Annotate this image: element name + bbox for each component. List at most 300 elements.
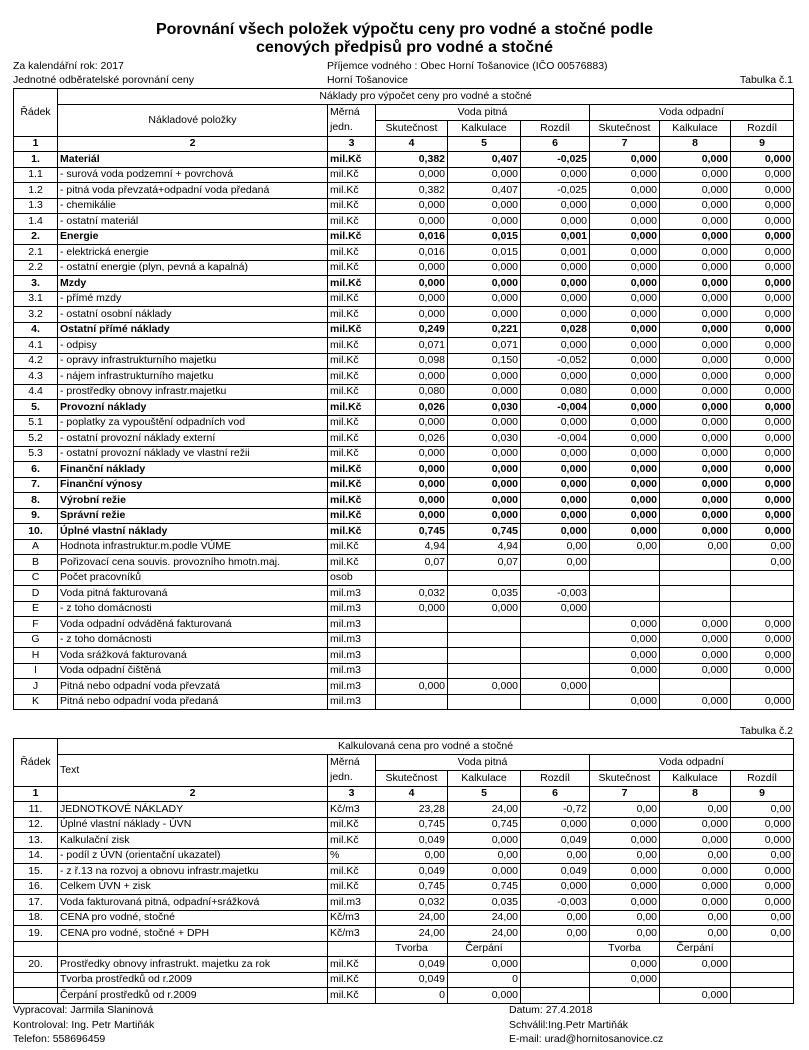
value-odpadni-kalkulace [660,570,731,586]
row-number: 11. [14,802,58,818]
table-row [14,431,794,447]
row-label: - přímé mzdy [58,291,328,307]
value-odpadni-rozdil: 0,000 [731,508,794,524]
row-number: G [14,632,58,648]
group-header-odpadni: Voda odpadní [590,754,794,770]
value-pitna-rozdil: 0,000 [521,462,590,478]
row-unit: mil.Kč [328,415,376,431]
recipient: Příjemce vodného : Obec Horní Tošanovice (IČO 00576883) [327,60,608,72]
row-number: 18. [14,910,58,926]
value-odpadni-rozdil: 0,000 [731,307,794,323]
value-odpadni-rozdil: 0,000 [731,895,794,911]
row-label: Správní režie [58,508,328,524]
value-pitna-skutecnost: 0,032 [376,895,448,911]
value-odpadni-rozdil [731,957,794,973]
value-pitna-kalkulace: 0,000 [448,508,521,524]
text-header: Text [58,754,328,786]
row-label: Voda srážková fakturovaná [58,648,328,664]
row-unit: mil.Kč [328,291,376,307]
row-unit: mil.Kč [328,864,376,880]
row-label: Finanční výnosy [58,477,328,493]
row-unit: % [328,848,376,864]
row-number: 2.1 [14,245,58,261]
value-pitna-skutecnost: 0,000 [376,415,448,431]
row-label: - poplatky za vypouštění odpadních vod [58,415,328,431]
table-row-group [14,493,794,509]
row-label: Mzdy [58,276,328,292]
value-odpadni-skutecnost: 0,000 [590,817,660,833]
value-odpadni-kalkulace: 0,000 [660,632,731,648]
value-odpadni-rozdil: 0,000 [731,415,794,431]
row-label: CENA pro vodné, stočné [58,910,328,926]
table-row [14,679,794,695]
value-pitna-rozdil: 0,00 [521,539,590,555]
value-odpadni-skutecnost: 0,000 [590,291,660,307]
value-pitna-kalkulace: 0,221 [448,322,521,338]
subheader-odpadni-skutecnost: Skutečnost [590,770,660,786]
value-pitna-kalkulace: 0,407 [448,183,521,199]
row-unit: mil.Kč [328,972,376,988]
value-odpadni-skutecnost: 0,000 [590,183,660,199]
value-pitna-kalkulace: 0,000 [448,214,521,230]
value-odpadni-kalkulace: 0,000 [660,957,731,973]
value-odpadni-skutecnost: 0,000 [590,431,660,447]
value-pitna-rozdil: 0,00 [521,910,590,926]
value-odpadni-kalkulace: 0,000 [660,462,731,478]
row-label: Prostředky obnovy infrastrukt. majetku za rok [58,957,328,973]
value-pitna-kalkulace: 0,000 [448,369,521,385]
value-pitna-skutecnost: 0,745 [376,879,448,895]
value-odpadni-rozdil: 0,000 [731,864,794,880]
row-label: - opravy infrastrukturního majetku [58,353,328,369]
value-odpadni-skutecnost [590,555,660,571]
table-row [14,183,794,199]
table-row [14,972,794,988]
calendar-year: Za kalendářní rok: 2017 [13,60,124,72]
row-label: Voda fakturovaná pitná, odpadní+srážková [58,895,328,911]
column-number: 4 [376,786,448,802]
value-pitna-kalkulace: Čerpání [448,941,521,957]
row-label: JEDNOTKOVÉ NÁKLADY [58,802,328,818]
subheader-pitna-rozdil: Rozdíl [521,770,590,786]
table-row [14,632,794,648]
table-row [14,245,794,261]
table-row [14,663,794,679]
row-number: 2. [14,229,58,245]
value-odpadni-rozdil [731,972,794,988]
row-label: Voda pitná fakturovaná [58,586,328,602]
row-unit: mil.Kč [328,817,376,833]
value-pitna-rozdil [521,663,590,679]
row-number [14,941,58,957]
row-number: 4.3 [14,369,58,385]
value-odpadni-skutecnost: 0,00 [590,802,660,818]
value-odpadni-skutecnost: 0,000 [590,384,660,400]
value-odpadni-skutecnost: 0,00 [590,926,660,942]
row-label: Energie [58,229,328,245]
value-odpadni-rozdil: 0,000 [731,369,794,385]
value-odpadni-kalkulace: 0,000 [660,477,731,493]
row-label: Tvorba prostředků od r.2009 [58,972,328,988]
email: E-mail: urad@hornitosanovice.cz [509,1033,664,1045]
value-pitna-rozdil: 0,000 [521,415,590,431]
value-pitna-rozdil: -0,003 [521,895,590,911]
value-odpadni-skutecnost: 0,000 [590,694,660,710]
table-row [14,848,794,864]
row-unit: mil.Kč [328,446,376,462]
value-odpadni-skutecnost: 0,000 [590,663,660,679]
value-odpadni-rozdil: 0,000 [731,694,794,710]
value-pitna-rozdil: 0,000 [521,601,590,617]
value-pitna-rozdil: -0,72 [521,802,590,818]
value-odpadni-skutecnost: 0,000 [590,524,660,540]
value-pitna-kalkulace: 0,07 [448,555,521,571]
row-number: 1. [14,152,58,168]
value-odpadni-rozdil: 0,000 [731,477,794,493]
row-number: C [14,570,58,586]
value-pitna-rozdil: 0,000 [521,214,590,230]
comparison-type: Jednotné odběratelské porovnání ceny [13,74,194,86]
value-pitna-skutecnost: 0,049 [376,864,448,880]
row-number: 13. [14,833,58,849]
row-unit: mil.Kč [328,462,376,478]
footer [13,1003,793,1047]
value-pitna-rozdil: 0,049 [521,864,590,880]
value-pitna-kalkulace: 0,035 [448,895,521,911]
value-pitna-rozdil [521,972,590,988]
value-pitna-kalkulace [448,648,521,664]
row-number: 5.3 [14,446,58,462]
row-number: 1.1 [14,167,58,183]
value-odpadni-kalkulace: 0,000 [660,276,731,292]
value-pitna-skutecnost [376,648,448,664]
value-odpadni-kalkulace: 0,000 [660,431,731,447]
value-pitna-rozdil: -0,025 [521,183,590,199]
value-odpadni-skutecnost: 0,000 [590,353,660,369]
row-unit: mil.Kč [328,555,376,571]
value-odpadni-skutecnost: 0,000 [590,864,660,880]
value-odpadni-skutecnost [590,988,660,1004]
table-row-group [14,152,794,168]
value-pitna-rozdil: 0,000 [521,493,590,509]
value-pitna-skutecnost: 0 [376,988,448,1004]
value-pitna-skutecnost: 0,07 [376,555,448,571]
row-number: H [14,648,58,664]
row-label: - elektrická energie [58,245,328,261]
page-title [0,21,809,57]
value-odpadni-skutecnost: 0,000 [590,648,660,664]
date: Datum: 27.4.2018 [509,1004,593,1016]
value-pitna-kalkulace: 0,000 [448,493,521,509]
value-pitna-kalkulace: 0 [448,972,521,988]
row-label: Finanční náklady [58,462,328,478]
column-number: 5 [448,136,521,152]
value-odpadni-kalkulace: 0,000 [660,817,731,833]
value-odpadni-kalkulace: 0,000 [660,384,731,400]
unit-header [328,754,376,786]
value-pitna-rozdil: -0,003 [521,586,590,602]
value-pitna-kalkulace: 0,745 [448,817,521,833]
value-pitna-skutecnost: 0,745 [376,524,448,540]
value-pitna-kalkulace: 0,000 [448,601,521,617]
row-number: 2.2 [14,260,58,276]
page-title-line-2: cenových předpisů pro vodné a stočné [256,39,553,56]
prepared-by: Vypracoval: Jarmila Slaninová [13,1004,154,1016]
value-pitna-kalkulace: 0,000 [448,446,521,462]
value-pitna-skutecnost: 0,016 [376,229,448,245]
row-unit: mil.Kč [328,400,376,416]
footer-left [13,1003,154,1047]
value-odpadni-kalkulace: 0,000 [660,400,731,416]
subheader-pitna-kalkulace: Kalkulace [448,120,521,136]
value-odpadni-skutecnost: 0,000 [590,214,660,230]
value-pitna-skutecnost: 0,000 [376,601,448,617]
row-label: - prostředky obnovy infrastr.majetku [58,384,328,400]
value-pitna-kalkulace: 0,035 [448,586,521,602]
table-caption: Kalkulovaná cena pro vodné a stočné [58,739,794,755]
subheader-odpadni-rozdil: Rozdíl [731,770,794,786]
row-number: J [14,679,58,695]
row-label: - ostatní energie (plyn, pevná a kapalná) [58,260,328,276]
value-odpadni-rozdil: 0,000 [731,229,794,245]
column-number: 7 [590,136,660,152]
row-label: - chemikálie [58,198,328,214]
table-row [14,926,794,942]
table-row [14,555,794,571]
table-row [14,291,794,307]
row-unit: mil.m3 [328,601,376,617]
row-unit: mil.Kč [328,322,376,338]
value-pitna-kalkulace: 0,000 [448,260,521,276]
value-odpadni-rozdil: 0,000 [731,493,794,509]
row-number: 10. [14,524,58,540]
value-pitna-rozdil: 0,000 [521,307,590,323]
value-pitna-kalkulace [448,570,521,586]
value-odpadni-skutecnost: 0,00 [590,539,660,555]
value-odpadni-skutecnost: 0,000 [590,632,660,648]
value-pitna-rozdil: -0,004 [521,431,590,447]
row-label: Voda odpadní odváděná fakturovaná [58,617,328,633]
value-pitna-rozdil: 0,000 [521,198,590,214]
value-pitna-rozdil: 0,00 [521,555,590,571]
table-row [14,879,794,895]
value-odpadni-skutecnost: 0,000 [590,957,660,973]
value-pitna-rozdil: 0,00 [521,926,590,942]
value-odpadni-skutecnost: 0,000 [590,198,660,214]
value-pitna-rozdil [521,570,590,586]
value-odpadni-skutecnost: 0,000 [590,462,660,478]
row-unit: mil.Kč [328,524,376,540]
value-odpadni-kalkulace: 0,000 [660,648,731,664]
value-pitna-rozdil [521,941,590,957]
value-odpadni-skutecnost: 0,000 [590,833,660,849]
table-row-group [14,322,794,338]
value-pitna-kalkulace [448,632,521,648]
value-odpadni-rozdil: 0,00 [731,555,794,571]
value-pitna-skutecnost: 0,080 [376,384,448,400]
row-unit: Kč/m3 [328,802,376,818]
value-odpadni-skutecnost [590,586,660,602]
value-pitna-skutecnost [376,694,448,710]
table-row [14,307,794,323]
row-unit: mil.Kč [328,260,376,276]
value-pitna-kalkulace: 0,000 [448,679,521,695]
value-odpadni-skutecnost: 0,000 [590,617,660,633]
value-pitna-skutecnost: 0,000 [376,369,448,385]
value-pitna-rozdil [521,988,590,1004]
value-pitna-skutecnost: 0,382 [376,183,448,199]
unit-header [328,104,376,136]
value-odpadni-skutecnost: 0,000 [590,307,660,323]
column-number: 1 [14,786,58,802]
group-header-pitna: Voda pitná [376,754,590,770]
phone: Telefon: 558696459 [13,1033,106,1045]
subheader-odpadni-rozdil: Rozdíl [731,120,794,136]
value-odpadni-skutecnost: 0,000 [590,260,660,276]
row-unit: mil.m3 [328,648,376,664]
row-number: 4.4 [14,384,58,400]
row-unit: mil.m3 [328,663,376,679]
value-odpadni-skutecnost: 0,000 [590,477,660,493]
row-number: 4.2 [14,353,58,369]
row-number: I [14,663,58,679]
value-pitna-skutecnost: 0,000 [376,276,448,292]
value-pitna-skutecnost: 0,049 [376,972,448,988]
value-pitna-rozdil: -0,025 [521,152,590,168]
value-odpadni-kalkulace: 0,000 [660,446,731,462]
row-number: 1.2 [14,183,58,199]
value-pitna-skutecnost: 0,000 [376,477,448,493]
row-unit: mil.Kč [328,276,376,292]
table-row [14,167,794,183]
table-row [14,617,794,633]
row-unit: mil.Kč [328,477,376,493]
value-odpadni-kalkulace: 0,000 [660,415,731,431]
value-odpadni-rozdil: 0,000 [731,198,794,214]
price-table-body [14,802,794,1004]
row-unit: mil.Kč [328,879,376,895]
table-row [14,369,794,385]
value-odpadni-rozdil: 0,000 [731,524,794,540]
table2-label: Tabulka č.2 [739,725,793,737]
value-pitna-skutecnost: 0,000 [376,198,448,214]
column-number: 4 [376,136,448,152]
table-row [14,864,794,880]
value-odpadni-skutecnost [590,601,660,617]
value-pitna-rozdil: 0,000 [521,276,590,292]
unit-header-line-1: Měrná [330,105,360,118]
value-odpadni-skutecnost: 0,000 [590,167,660,183]
row-label: Čerpání prostředků od r.2009 [58,988,328,1004]
value-odpadni-kalkulace: 0,000 [660,198,731,214]
value-odpadni-rozdil: 0,000 [731,632,794,648]
row-number: 4. [14,322,58,338]
value-odpadni-skutecnost: 0,00 [590,910,660,926]
row-number: 12. [14,817,58,833]
row-number: 5. [14,400,58,416]
value-pitna-skutecnost: 0,382 [376,152,448,168]
value-odpadni-kalkulace: 0,00 [660,848,731,864]
row-unit: mil.Kč [328,988,376,1004]
row-label: - surová voda podzemní + povrchová [58,167,328,183]
value-odpadni-rozdil: 0,000 [731,276,794,292]
row-unit: mil.Kč [328,508,376,524]
value-pitna-rozdil: 0,000 [521,338,590,354]
value-odpadni-rozdil [731,570,794,586]
value-odpadni-rozdil: 0,000 [731,617,794,633]
table-row [14,648,794,664]
value-pitna-kalkulace [448,694,521,710]
value-odpadni-rozdil: 0,000 [731,648,794,664]
value-pitna-kalkulace: 0,00 [448,848,521,864]
row-unit: mil.Kč [328,152,376,168]
value-odpadni-skutecnost: 0,00 [590,848,660,864]
value-odpadni-kalkulace: 0,000 [660,338,731,354]
value-pitna-rozdil: 0,000 [521,167,590,183]
value-pitna-kalkulace [448,663,521,679]
row-unit: mil.Kč [328,384,376,400]
row-label: - odpisy [58,338,328,354]
row-unit: osob [328,570,376,586]
value-pitna-skutecnost: 0,000 [376,291,448,307]
value-odpadni-kalkulace: 0,000 [660,493,731,509]
column-number: 6 [521,786,590,802]
table-row [14,214,794,230]
value-pitna-skutecnost: 0,026 [376,400,448,416]
value-pitna-skutecnost: 24,00 [376,910,448,926]
value-odpadni-skutecnost: 0,000 [590,152,660,168]
column-number: 9 [731,136,794,152]
row-number: 3. [14,276,58,292]
row-unit: mil.Kč [328,229,376,245]
row-label: - pitná voda převzatá+odpadní voda předaná [58,183,328,199]
value-pitna-kalkulace: 0,000 [448,291,521,307]
value-odpadni-rozdil [731,679,794,695]
checked-by: Kontroloval: Ing. Petr Martiňák [13,1018,155,1031]
value-pitna-rozdil: 0,000 [521,508,590,524]
value-pitna-skutecnost: 23,28 [376,802,448,818]
value-pitna-skutecnost: Tvorba [376,941,448,957]
value-odpadni-kalkulace: 0,000 [660,879,731,895]
subheader-pitna-skutecnost: Skutečnost [376,120,448,136]
row-unit [328,941,376,957]
value-pitna-skutecnost: 0,000 [376,462,448,478]
row-unit: mil.m3 [328,586,376,602]
row-label: Pořizovací cena souvis. provozního hmotn.maj. [58,555,328,571]
row-label: - nájem infrastrukturního majetku [58,369,328,385]
column-number: 3 [328,136,376,152]
value-odpadni-kalkulace: 0,000 [660,291,731,307]
value-pitna-kalkulace: 24,00 [448,802,521,818]
row-label: Provozní náklady [58,400,328,416]
footer-right [509,1003,663,1047]
table-row [14,353,794,369]
value-odpadni-kalkulace: 0,000 [660,167,731,183]
value-pitna-rozdil: 0,028 [521,322,590,338]
value-odpadni-rozdil: 0,000 [731,152,794,168]
value-pitna-skutecnost: 4,94 [376,539,448,555]
value-odpadni-skutecnost: 0,000 [590,895,660,911]
table-row [14,260,794,276]
row-unit: mil.Kč [328,198,376,214]
row-unit: mil.Kč [328,539,376,555]
value-odpadni-skutecnost: 0,000 [590,229,660,245]
value-odpadni-skutecnost: 0,000 [590,276,660,292]
value-pitna-skutecnost [376,570,448,586]
value-pitna-skutecnost: 0,000 [376,508,448,524]
value-pitna-skutecnost: 0,098 [376,353,448,369]
value-odpadni-skutecnost: Tvorba [590,941,660,957]
